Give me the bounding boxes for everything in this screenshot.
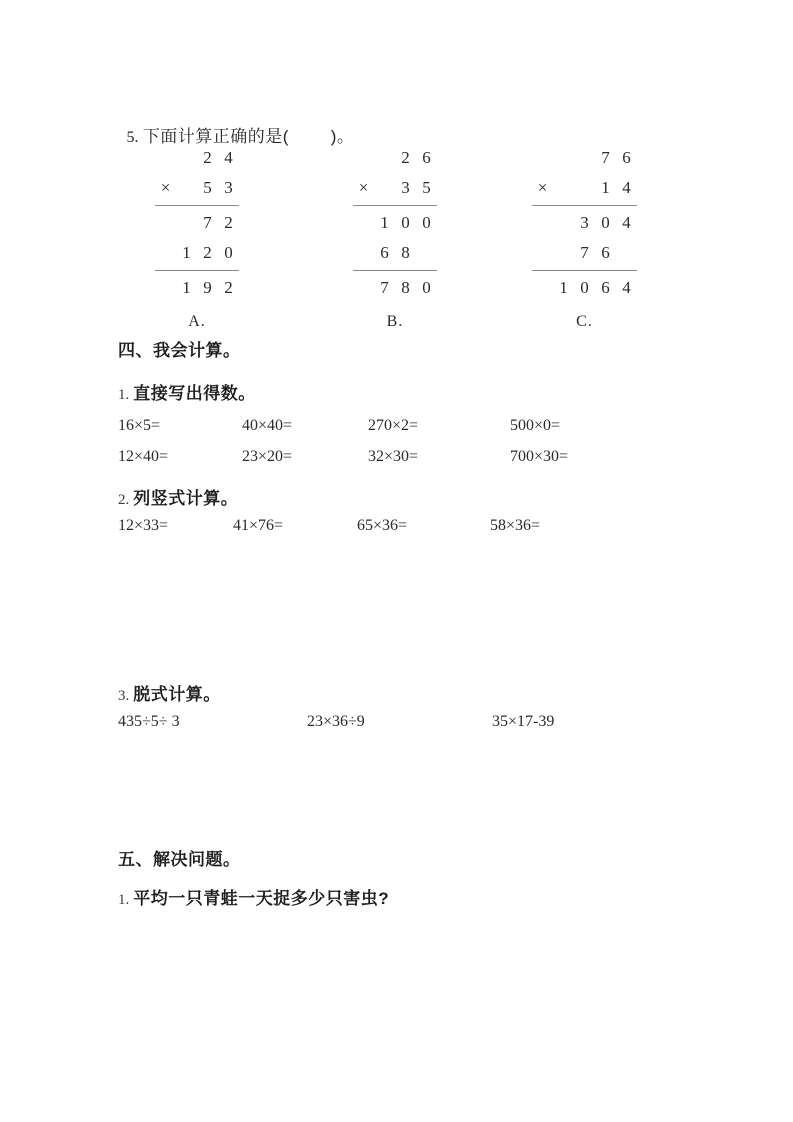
- rule-line: [353, 205, 437, 206]
- digit-row: [532, 143, 637, 173]
- option-label: B.: [386, 313, 404, 330]
- expression: 12×40=: [118, 448, 169, 465]
- sub3-title: 脱式计算。: [133, 685, 221, 704]
- digit-row: [353, 273, 437, 303]
- oral-calculation-row-2: [118, 448, 678, 479]
- section-5-heading: 五、解决问题。: [118, 850, 241, 869]
- sub1-number: 1.: [118, 387, 130, 403]
- multiply-sign: ×: [358, 178, 369, 197]
- digit-cell: 1: [559, 278, 568, 297]
- digit-cell: 1: [601, 178, 610, 197]
- digit-row: [532, 208, 637, 238]
- rule-line: [532, 205, 637, 206]
- digit-cell: 7: [203, 213, 212, 232]
- digit-cell: 4: [622, 278, 631, 297]
- sub3-number: 3.: [118, 688, 130, 704]
- digit-row: [155, 173, 239, 203]
- digit-cell: 0: [422, 213, 431, 232]
- expression: 35×17-39: [492, 713, 555, 730]
- digit-cell: 8: [401, 243, 410, 262]
- section-4-heading: 四、我会计算。: [118, 341, 241, 360]
- digit-cell: 6: [422, 148, 431, 167]
- column-calculation-row: [118, 517, 678, 535]
- digit-row: [532, 238, 637, 268]
- digit-row: [155, 143, 239, 173]
- digit-cell: 2: [224, 278, 233, 297]
- expression: 23×36÷9: [307, 713, 365, 730]
- step-calculation-row: [118, 713, 678, 731]
- digit-cell: 2: [401, 148, 410, 167]
- rule-line: [353, 270, 437, 271]
- digit-cell: 7: [380, 278, 389, 297]
- expression: 270×2=: [368, 417, 419, 434]
- digit-row: [155, 273, 239, 303]
- option-label: C.: [576, 313, 593, 330]
- digit-cell: 0: [224, 243, 233, 262]
- digit-cell: 0: [422, 278, 431, 297]
- option-label: A.: [188, 313, 206, 330]
- digit-cell: 5: [422, 178, 431, 197]
- expression: 58×36=: [490, 517, 541, 534]
- expression: 12×33=: [118, 517, 169, 534]
- oral-calculation-row-1: [118, 417, 678, 448]
- digit-cell: 6: [601, 278, 610, 297]
- expression: 65×36=: [357, 517, 408, 534]
- digit-cell: 2: [203, 243, 212, 262]
- multiplication-column-problem: [353, 143, 437, 331]
- digit-row: [353, 238, 437, 268]
- q5-worked-problems: [0, 143, 793, 343]
- digit-cell: 6: [622, 148, 631, 167]
- sub2-title: 列竖式计算。: [133, 489, 239, 508]
- digit-cell: 6: [601, 243, 610, 262]
- digit-cell: 0: [601, 213, 610, 232]
- digit-cell: 5: [203, 178, 212, 197]
- digit-cell: 7: [580, 243, 589, 262]
- digit-cell: 4: [622, 178, 631, 197]
- digit-cell: 3: [224, 178, 233, 197]
- digit-cell: 2: [203, 148, 212, 167]
- digit-cell: 6: [380, 243, 389, 262]
- sub1-title: 直接写出得数。: [133, 384, 256, 403]
- expression: 435÷5÷ 3: [118, 713, 180, 730]
- digit-cell: 3: [580, 213, 589, 232]
- expression: 32×30=: [368, 448, 419, 465]
- digit-cell: 0: [401, 213, 410, 232]
- digit-row: [353, 173, 437, 203]
- digit-cell: 4: [622, 213, 631, 232]
- expression: 16×5=: [118, 417, 161, 434]
- multiplication-column-problem: [532, 143, 637, 331]
- digit-cell: 9: [203, 278, 212, 297]
- word-problem-text: 平均一只青蛙一天捉多少只害虫?: [133, 889, 390, 908]
- digit-cell: 1: [182, 278, 191, 297]
- question-text: 下面计算正确的是( )。: [142, 127, 355, 146]
- digit-cell: 3: [401, 178, 410, 197]
- sub1-heading: [118, 379, 256, 404]
- digit-cell: 1: [182, 243, 191, 262]
- digit-row: [353, 143, 437, 173]
- expression: 23×20=: [242, 448, 293, 465]
- digit-cell: 4: [224, 148, 233, 167]
- sub3-heading: [118, 680, 221, 705]
- expression: 700×30=: [510, 448, 569, 465]
- digit-cell: 8: [401, 278, 410, 297]
- digit-row: [353, 208, 437, 238]
- multiplication-column-problem: [155, 143, 239, 331]
- digit-cell: 7: [601, 148, 610, 167]
- word-problem-1: [118, 884, 389, 909]
- expression: 41×76=: [233, 517, 284, 534]
- digit-row: [155, 208, 239, 238]
- word-problem-number: 1.: [118, 892, 130, 908]
- multiply-sign: ×: [537, 178, 548, 197]
- expression: 40×40=: [242, 417, 293, 434]
- digit-cell: 2: [224, 213, 233, 232]
- digit-row: [532, 273, 637, 303]
- digit-cell: 1: [380, 213, 389, 232]
- question-number: 5.: [126, 129, 139, 146]
- rule-line: [155, 205, 239, 206]
- rule-line: [155, 270, 239, 271]
- expression: 500×0=: [510, 417, 561, 434]
- multiply-sign: ×: [160, 178, 171, 197]
- digit-row: [155, 238, 239, 268]
- digit-row: [532, 173, 637, 203]
- rule-line: [532, 270, 637, 271]
- digit-cell: 0: [580, 278, 589, 297]
- sub2-heading: [118, 484, 238, 509]
- sub2-number: 2.: [118, 492, 130, 508]
